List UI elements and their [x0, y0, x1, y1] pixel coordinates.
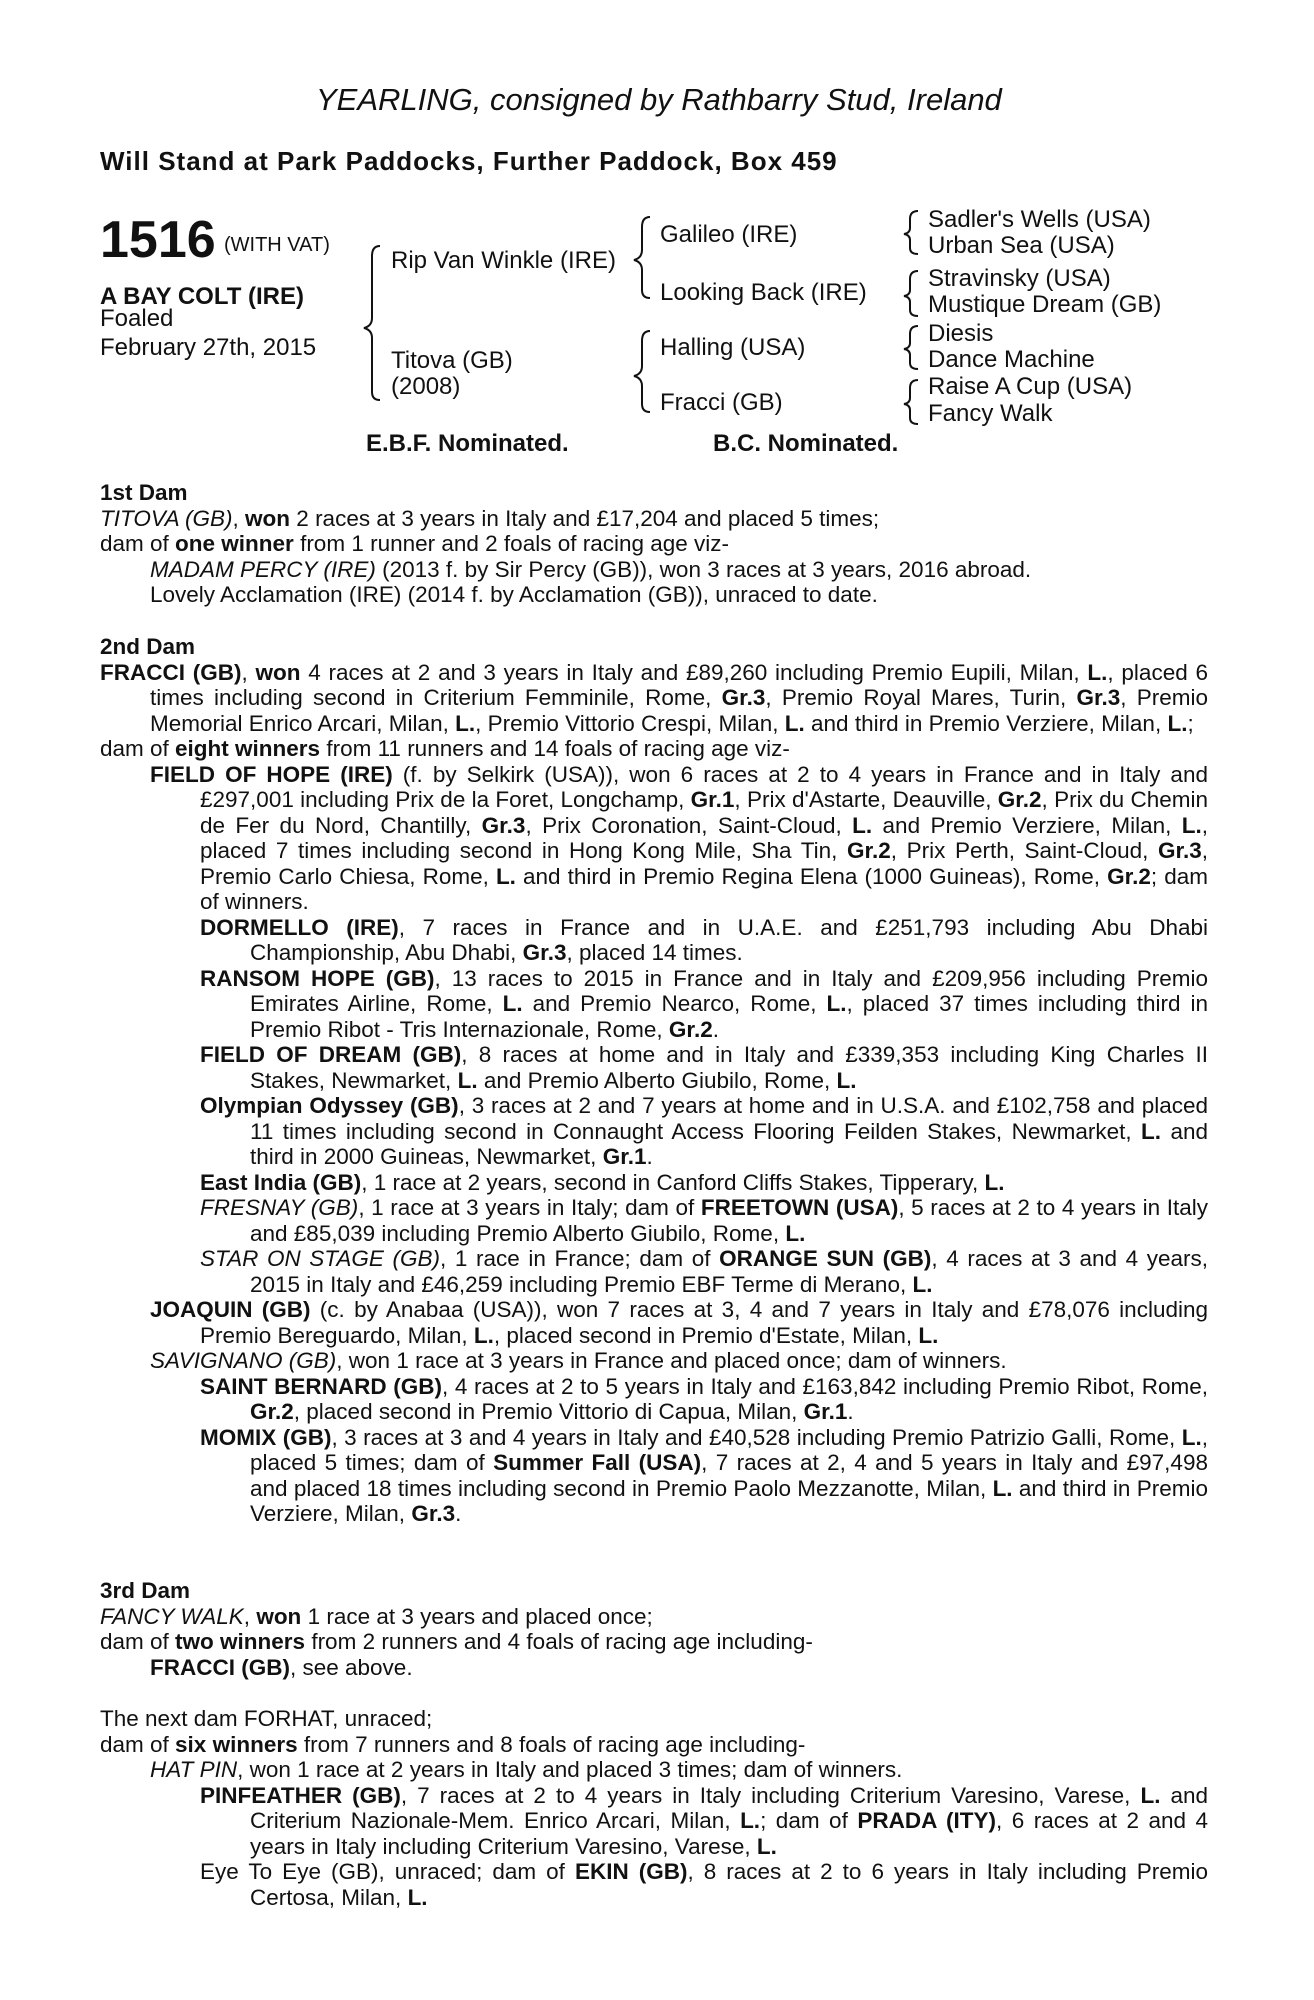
- produce-entry: RANSOM HOPE (GB), 13 races to 2015 in France and in Italy and £209,956 including Premio Emirates Airline, Rome, L. and Premio Nearco, Rome, L., placed 37 times including third in Premio Ribot - Tris Internazionale, Rome, Gr.2.: [200, 965, 1208, 1042]
- gg-3: Stravinsky (USA): [928, 265, 1111, 292]
- produce-entry: East India (GB), 1 race at 2 years, second in Canford Cliffs Stakes, Tipperary, L.: [200, 1169, 1005, 1195]
- vat-note: (WITH VAT): [224, 234, 330, 256]
- produce-entry: Lovely Acclamation (IRE) (2014 f. by Acclamation (GB)), unraced to date.: [150, 582, 878, 607]
- section-title: 2nd Dam: [100, 634, 196, 659]
- produce-entry: MOMIX (GB), 3 races at 3 and 4 years in Italy and £40,528 including Premio Patrizio Galli, Rome, L., placed 5 times; dam of Summer Fall (USA), 7 races at 2, 4 and 5 years in Italy and £97,498 and placed 18 times including second in Premio Paolo Mezzanotte, Milan, L. and third in Premio Verziere, Milan, Gr.3.: [200, 1424, 1208, 1526]
- dam-year: (2008): [391, 373, 461, 400]
- gg-5: Diesis: [928, 320, 994, 347]
- section-title: 1st Dam: [100, 480, 188, 505]
- gg-7: Raise A Cup (USA): [928, 373, 1133, 400]
- produce-entry: DORMELLO (IRE), 7 races in France and in U.A.E. and £251,793 including Abu Dhabi Championship, Abu Dhabi, Gr.3, placed 14 times.: [200, 914, 1209, 965]
- gg-2: Urban Sea (USA): [928, 232, 1115, 259]
- lot-number: 1516: [100, 211, 216, 269]
- stand-location: Will Stand at Park Paddocks, Further Paddock, Box 459: [100, 146, 838, 176]
- ebf-nominated: E.B.F. Nominated.: [366, 430, 569, 457]
- produce-entry: Olympian Odyssey (GB), 3 races at 2 and 7 years at home and in U.S.A. and £102,758 and placed 11 times including second in Connaught Access Flooring Feilden Stakes, Newmarket, L. and third in 2000 Guineas, Newmarket, Gr.1.: [200, 1093, 1208, 1169]
- bc-nominated: B.C. Nominated.: [713, 430, 899, 457]
- produce-entry: MADAM PERCY (IRE) (2013 f. by Sir Percy (GB)), won 3 races at 3 years, 2016 abroad.: [150, 556, 1032, 582]
- produce-entry: JOAQUIN (GB) (c. by Anabaa (USA)), won 7 races at 3, 4 and 7 years in Italy and £78,076 including Premio Bereguardo, Milan, L., placed second in Premio d'Estate, Milan, L.: [150, 1297, 1208, 1348]
- second-dam-section: [100, 634, 1208, 1527]
- gg-8: Fancy Walk: [928, 400, 1053, 427]
- gg-1: Sadler's Wells (USA): [928, 206, 1151, 233]
- dam-line: FRACCI (GB), won 4 races at 2 and 3 years in Italy and £89,260 including Premio Eupili, Milan, L., placed 6 times including second in Criterium Femminile, Rome, Gr.3, Premio Royal Mares, Turin, Gr.3, Premio Memorial Enrico Arcari, Milan, L., Premio Vittorio Crespi, Milan, L. and third in Premio Verziere, Milan, L.;: [100, 659, 1209, 736]
- section-title: 3rd Dam: [100, 1578, 191, 1603]
- third-dam-section: [100, 1578, 1208, 1680]
- produce-entry: SAINT BERNARD (GB), 4 races at 2 to 5 years in Italy and £163,842 including Premio Ribot, Rome, Gr.2, placed second in Premio Vittorio di Capua, Milan, Gr.1.: [200, 1373, 1208, 1424]
- produce-line: dam of one winner from 1 runner and 2 foals of racing age viz-: [100, 531, 730, 556]
- fourth-dam-section: [100, 1706, 1208, 1910]
- lot-description: A BAY COLT (IRE): [100, 283, 305, 310]
- dam-sire: Halling (USA): [660, 334, 806, 361]
- gg-6: Dance Machine: [928, 346, 1095, 373]
- produce-entry: FRESNAY (GB), 1 race at 3 years in Italy; dam of FREETOWN (USA), 5 races at 2 to 4 years in Italy and £85,039 including Premio Alberto Giubilo, Rome, L.: [200, 1195, 1208, 1246]
- produce-entry: Eye To Eye (GB), unraced; dam of EKIN (GB), 8 races at 2 to 6 years in Italy including Premio Certosa, Milan, L.: [200, 1859, 1208, 1910]
- sire: Rip Van Winkle (IRE): [391, 247, 616, 274]
- produce-entry: STAR ON STAGE (GB), 1 race in France; dam of ORANGE SUN (GB), 4 races at 3 and 4 years, 2015 in Italy and £46,259 including Premio EBF Terme di Merano, L.: [200, 1246, 1209, 1297]
- produce-line: dam of eight winners from 11 runners and 14 foals of racing age viz-: [100, 736, 790, 761]
- sire-sire: Galileo (IRE): [660, 221, 798, 248]
- produce-line: dam of six winners from 7 runners and 8 foals of racing age including-: [100, 1731, 806, 1757]
- produce-entry: FIELD OF HOPE (IRE) (f. by Selkirk (USA)), won 6 races at 2 to 4 years in France and in Italy and £297,001 including Prix de la Foret, Longchamp, Gr.1, Prix d'Astarte, Deauville, Gr.2, Prix du Chemin de Fer du Nord, Chantilly, Gr.3, Prix Coronation, Saint-Cloud, L. and Premio Verziere, Milan, L., placed 7 times including second in Hong Kong Mile, Sha Tin, Gr.2, Prix Perth, Saint-Cloud, Gr.3, Premio Carlo Chiesa, Rome, L. and third in Premio Regina Elena (1000 Guineas), Rome, Gr.2; dam of winners.: [150, 761, 1208, 914]
- produce-entry: FIELD OF DREAM (GB), 8 races at home and in Italy and £339,353 including King Charles II Stakes, Newmarket, L. and Premio Alberto Giubilo, Rome, L.: [200, 1042, 1208, 1093]
- consignor-heading: YEARLING, consigned by Rathbarry Stud, Ireland: [316, 82, 1002, 117]
- dam-line: The next dam FORHAT, unraced;: [100, 1706, 433, 1731]
- produce-entry: PINFEATHER (GB), 7 races at 2 to 4 years in Italy including Criterium Varesino, Varese, L. and Criterium Nazionale-Mem. Enrico Arcari, Milan, L.; dam of PRADA (ITY), 6 races at 2 and 4 years in Italy including Criterium Varesino, Varese, L.: [200, 1782, 1209, 1859]
- dam: Titova (GB): [391, 347, 513, 374]
- sire-dam: Looking Back (IRE): [660, 279, 867, 306]
- dam-dam: Fracci (GB): [660, 389, 783, 416]
- foaled-label: Foaled: [100, 305, 174, 332]
- foaled-date: February 27th, 2015: [100, 334, 317, 361]
- produce-entry: HAT PIN, won 1 race at 2 years in Italy and placed 3 times; dam of winners.: [150, 1757, 903, 1782]
- produce-line: dam of two winners from 2 runners and 4 foals of racing age including-: [100, 1629, 813, 1654]
- gg-4: Mustique Dream (GB): [928, 291, 1162, 318]
- produce-entry: FRACCI (GB), see above.: [150, 1654, 413, 1680]
- produce-entry: SAVIGNANO (GB), won 1 race at 3 years in France and placed once; dam of winners.: [150, 1348, 1007, 1373]
- first-dam-section: [100, 480, 1208, 608]
- dam-line: FANCY WALK, won 1 race at 3 years and placed once;: [100, 1603, 653, 1629]
- dam-line: TITOVA (GB), won 2 races at 3 years in Italy and £17,204 and placed 5 times;: [100, 505, 880, 531]
